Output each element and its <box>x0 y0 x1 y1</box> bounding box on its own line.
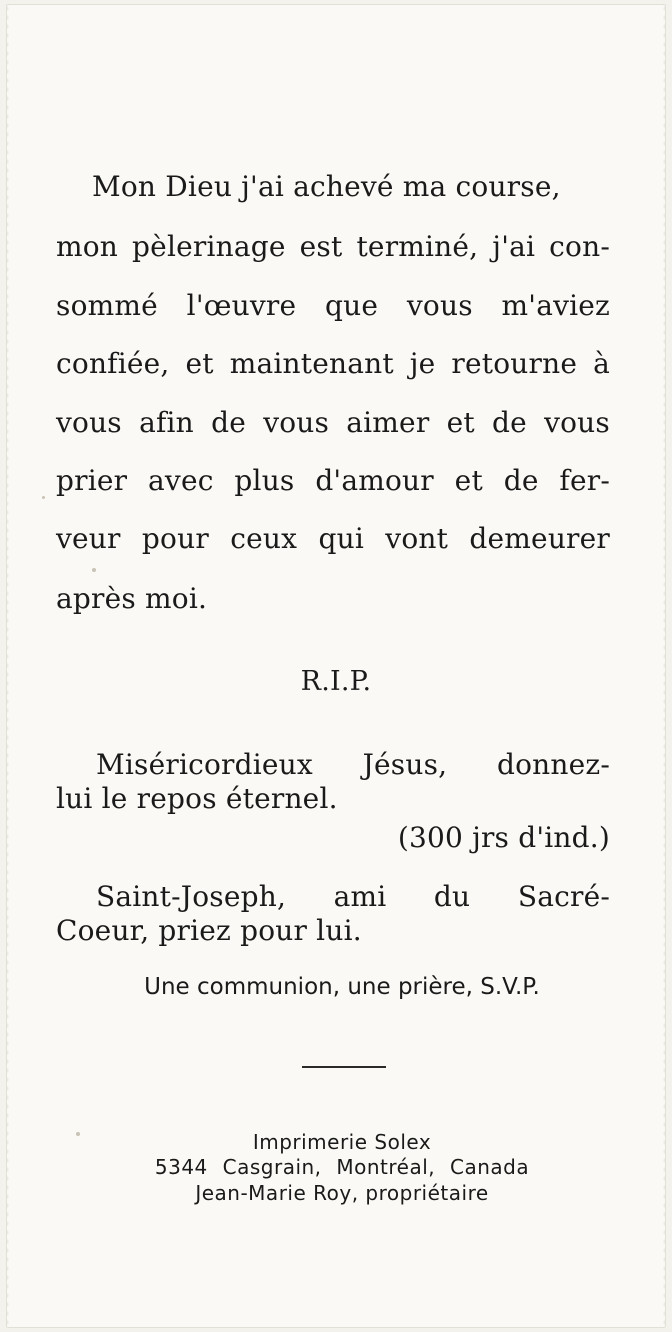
invocation-2-line-1: Saint-Joseph, ami du Sacré- <box>96 880 610 913</box>
paper-speck <box>92 568 96 572</box>
invocation-1-line-2: lui le repos éternel. <box>56 782 338 815</box>
prayer-line-8: après moi. <box>56 582 208 615</box>
memorial-card <box>6 4 666 1328</box>
prayer-line-2: mon pèlerinage est terminé, j'ai con- <box>56 230 610 263</box>
printer-address: 5344 Casgrain, Montréal, Canada <box>154 1155 530 1179</box>
prayer-line-3: sommé l'œuvre que vous m'aviez <box>56 289 610 322</box>
printer-name: Imprimerie Solex <box>252 1130 432 1154</box>
divider-rule <box>302 1066 386 1068</box>
communion-request: Une communion, une prière, S.V.P. <box>144 974 540 1000</box>
indulgence-note: (300 jrs d'ind.) <box>397 821 610 854</box>
prayer-line-1: Mon Dieu j'ai achevé ma course, <box>92 170 561 203</box>
printer-owner: Jean-Marie Roy, propriétaire <box>195 1181 489 1205</box>
prayer-line-6: prier avec plus d'amour et de fer- <box>56 464 610 497</box>
rip-heading: R.I.P. <box>300 666 372 697</box>
prayer-line-4: confiée, et maintenant je retourne à <box>56 347 610 380</box>
paper-speck <box>76 1132 80 1136</box>
invocation-2-line-2: Coeur, priez pour lui. <box>56 914 362 947</box>
prayer-line-7: veur pour ceux qui vont demeurer <box>56 522 610 555</box>
prayer-line-5: vous afin de vous aimer et de vous <box>56 406 610 439</box>
invocation-1-line-1: Miséricordieux Jésus, donnez- <box>96 748 610 781</box>
paper-speck <box>42 496 45 499</box>
